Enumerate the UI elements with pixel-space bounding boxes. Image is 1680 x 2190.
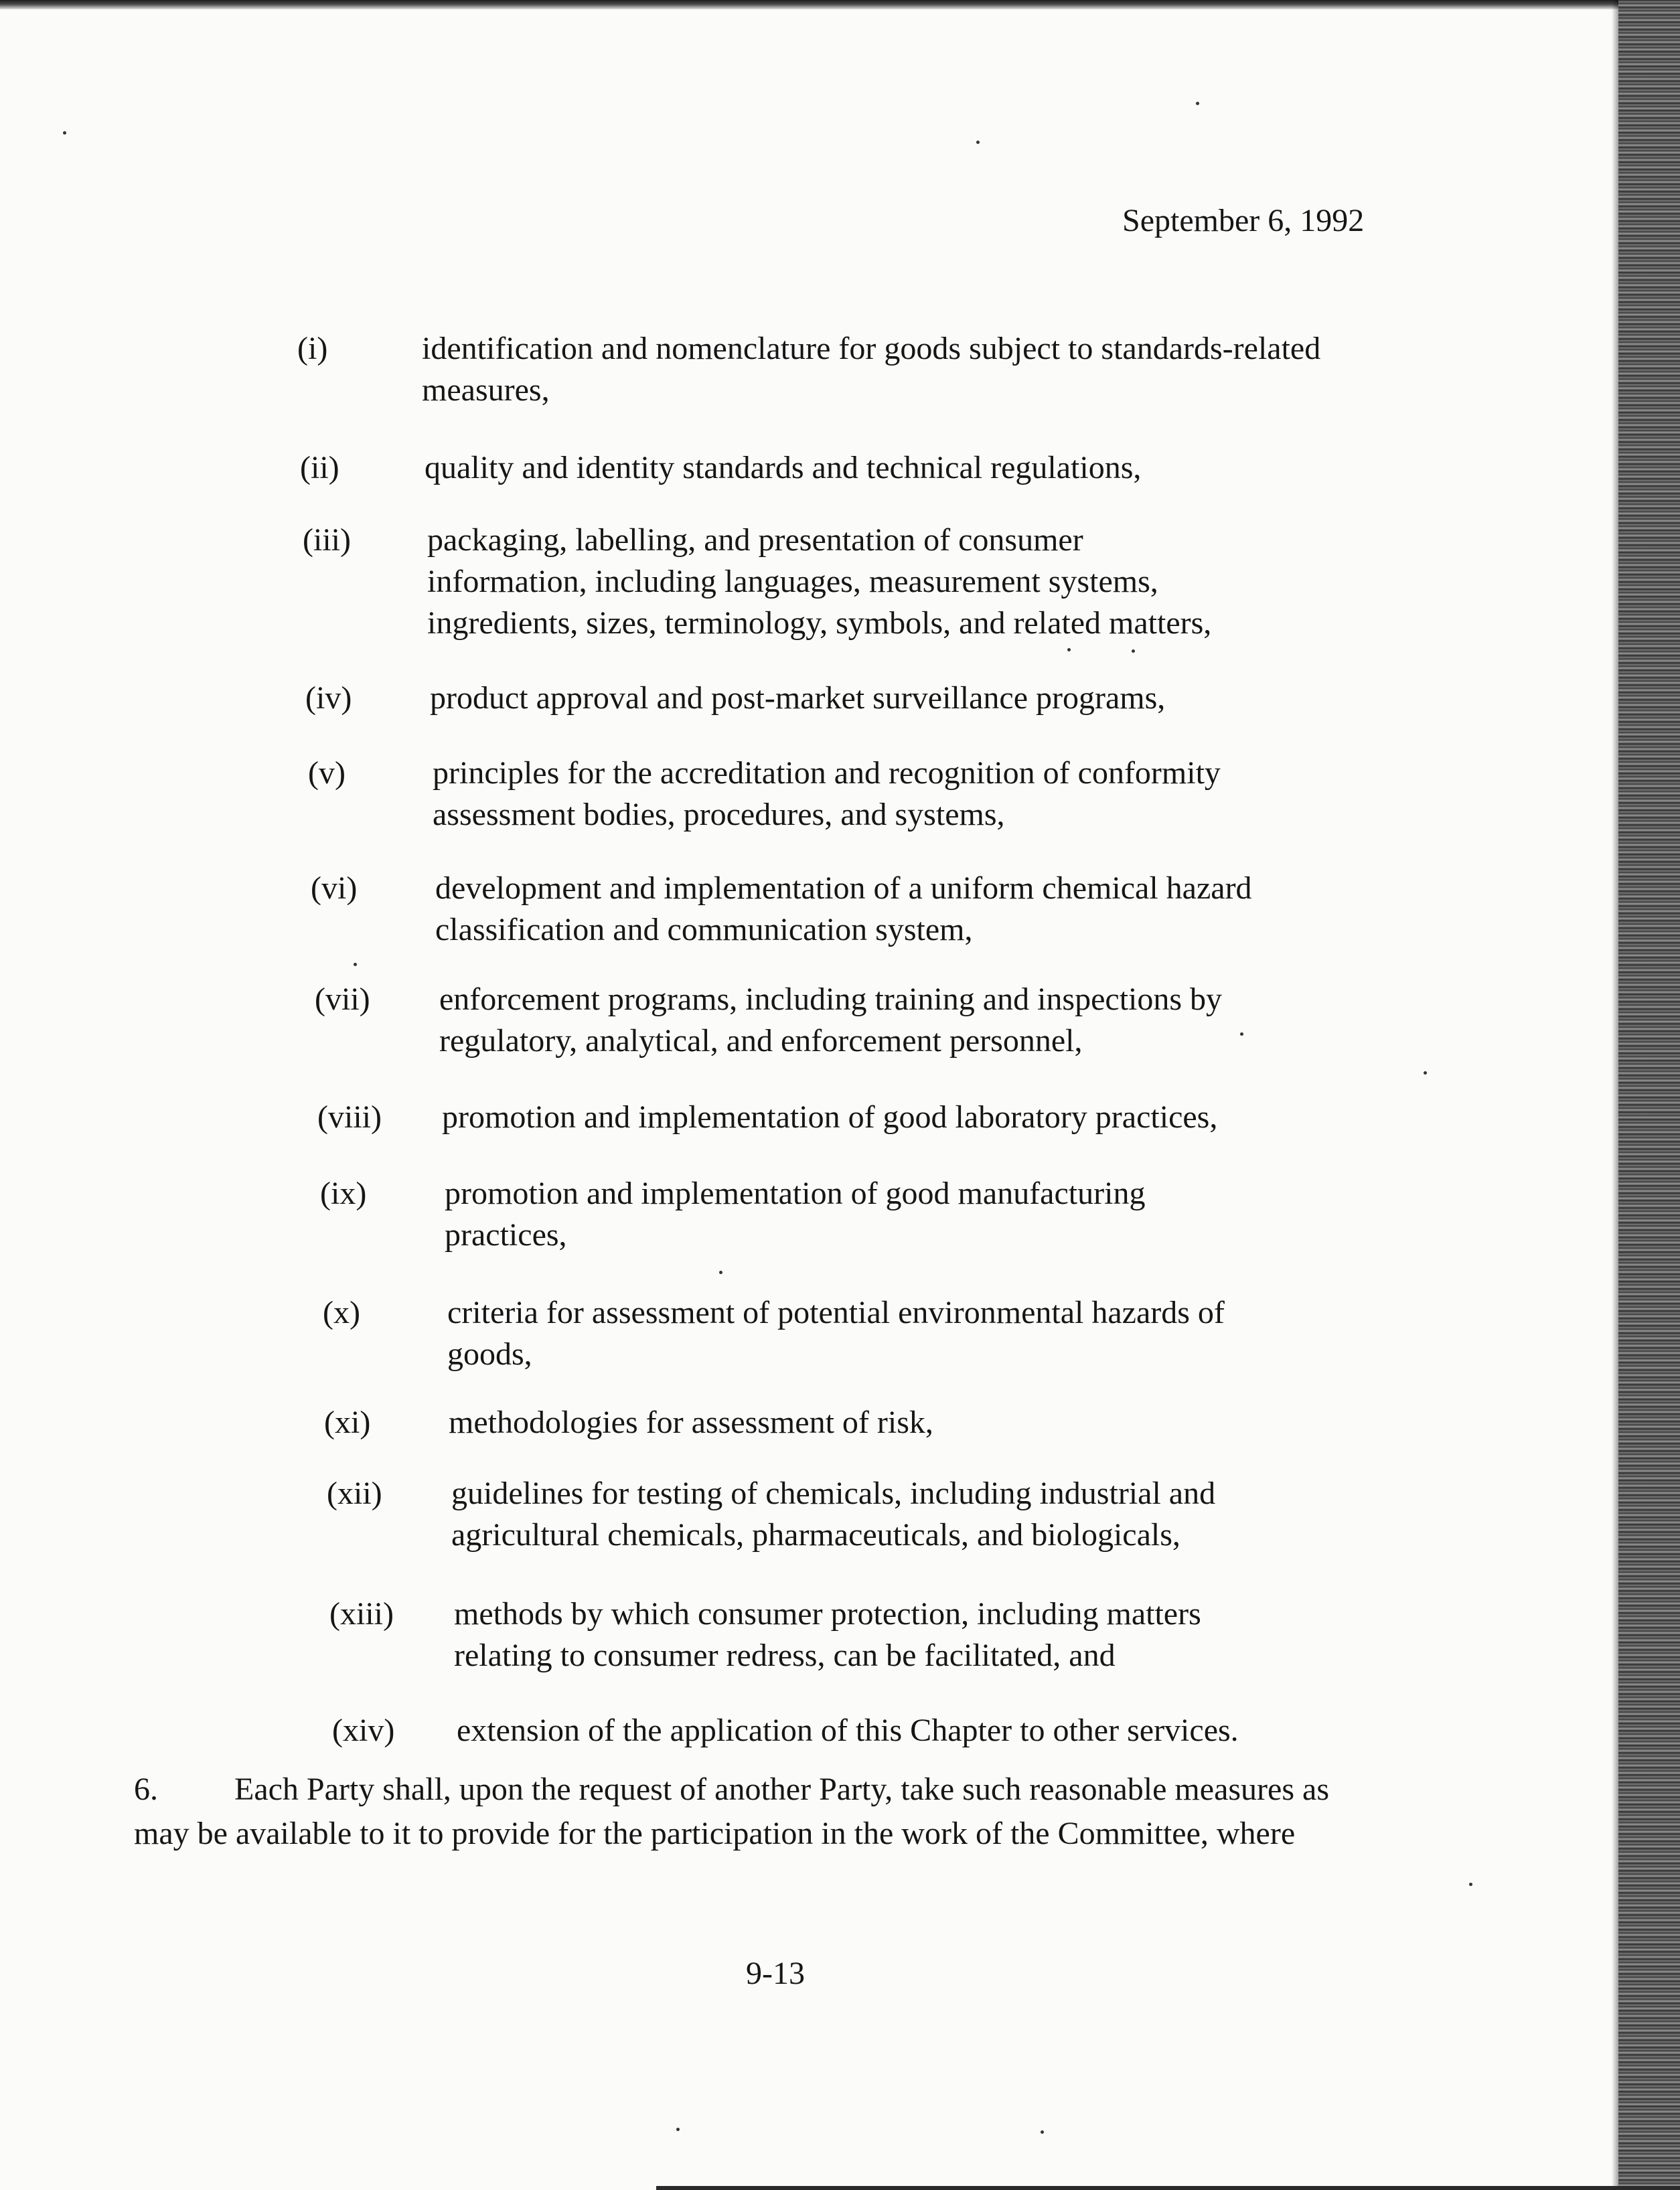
list-item-line: product approval and post-market surveillance programs, [430,680,1166,716]
list-item-line: assessment bodies, procedures, and systems, [433,797,1005,832]
list-item-number: (iv) [305,680,352,716]
list-item-number: (xiv) [332,1713,395,1748]
list-item-text [422,328,1320,411]
list-item-number: (vi) [311,870,358,906]
list-item-text [454,1593,1201,1676]
scan-speck [719,1271,722,1274]
list-item-number: (ix) [320,1176,367,1211]
list-item-text [439,979,1222,1062]
scan-speck [976,141,980,144]
list-item-text [430,678,1165,719]
list-item-text [435,868,1252,951]
scan-speck [63,131,66,135]
page-number: 9-13 [746,1956,805,1991]
list-item-line: agricultural chemicals, pharmaceuticals, and biologicals, [451,1517,1180,1553]
scan-speck [1196,102,1199,105]
scan-speck [1424,1071,1427,1075]
list-item-line: regulatory, analytical, and enforcement personnel, [439,1023,1083,1059]
list-item-number: (viii) [317,1099,382,1135]
scan-speck [1132,649,1135,653]
list-item-line: extension of the application of this Chapter to other services. [457,1713,1239,1748]
list-item-line: quality and identity standards and technical regulations, [425,450,1142,485]
scan-top-edge [0,0,1680,9]
list-item-number: (x) [323,1295,360,1330]
list-item-line: promotion and implementation of good laboratory practices, [442,1099,1218,1135]
list-item-text [457,1710,1239,1751]
list-item-line: development and implementation of a uniform chemical hazard [435,870,1252,906]
list-item-line: identification and nomenclature for goods subject to standards-related [422,331,1321,366]
list-item-number: (ii) [300,450,339,485]
list-item-text [425,447,1141,489]
numbered-paragraph [134,1768,1329,1856]
scan-speck [1469,1883,1472,1886]
list-item-line: principles for the accreditation and recognition of conformity [433,755,1221,791]
list-item-line: practices, [445,1217,567,1253]
list-item-line: criteria for assessment of potential environmental hazards of [447,1295,1225,1330]
scan-speck [1240,1032,1243,1036]
scan-speck [676,2128,680,2131]
list-item-line: goods, [447,1336,532,1372]
list-item-line: promotion and implementation of good manufacturing [445,1176,1146,1211]
paragraph-line: may be available to it to provide for the participation in the work of the Committee, where [134,1816,1296,1851]
list-item-text [433,753,1221,836]
list-item-number: (iii) [303,522,351,558]
scan-right-edge [1618,0,1680,2190]
list-item-text [451,1473,1215,1556]
list-item-number: (vii) [315,982,370,1017]
document-date: September 6, 1992 [1122,203,1365,238]
list-item-text [427,520,1211,644]
list-item-line: packaging, labelling, and presentation of consumer [427,522,1083,558]
list-item-line: enforcement programs, including training and inspections by [439,982,1223,1017]
list-item-number: (xiii) [329,1596,394,1632]
list-item-line: ingredients, sizes, terminology, symbols, and related matters, [427,605,1212,641]
list-item-text [447,1292,1225,1375]
list-item-text [442,1097,1217,1138]
scan-speck [1041,2130,1044,2134]
scan-bottom-edge [656,2186,1680,2190]
list-item-line: measures, [422,372,550,408]
scan-right-shadow [1612,0,1618,2190]
list-item-line: information, including languages, measurement systems, [427,564,1158,599]
paragraph-line [134,1768,1329,1812]
list-item-line: methodologies for assessment of risk, [449,1405,933,1440]
list-item-line: relating to consumer redress, can be facilitated, and [454,1638,1116,1673]
scan-speck [1067,648,1071,651]
list-item-line: methods by which consumer protection, including matters [454,1596,1201,1632]
list-item-text [445,1173,1145,1256]
list-item-number: (xii) [327,1476,382,1511]
paragraph-number: 6. [134,1772,158,1807]
list-item-number: (i) [297,331,328,366]
list-item-number: (xi) [324,1405,371,1440]
list-item-number: (v) [308,755,346,791]
list-item-text [449,1402,933,1443]
paragraph-text: Each Party shall, upon the request of another Party, take such reasonable measures as [234,1772,1329,1807]
scan-speck [354,963,357,966]
list-item-line: guidelines for testing of chemicals, including industrial and [451,1476,1216,1511]
list-item-line: classification and communication system, [435,912,973,947]
